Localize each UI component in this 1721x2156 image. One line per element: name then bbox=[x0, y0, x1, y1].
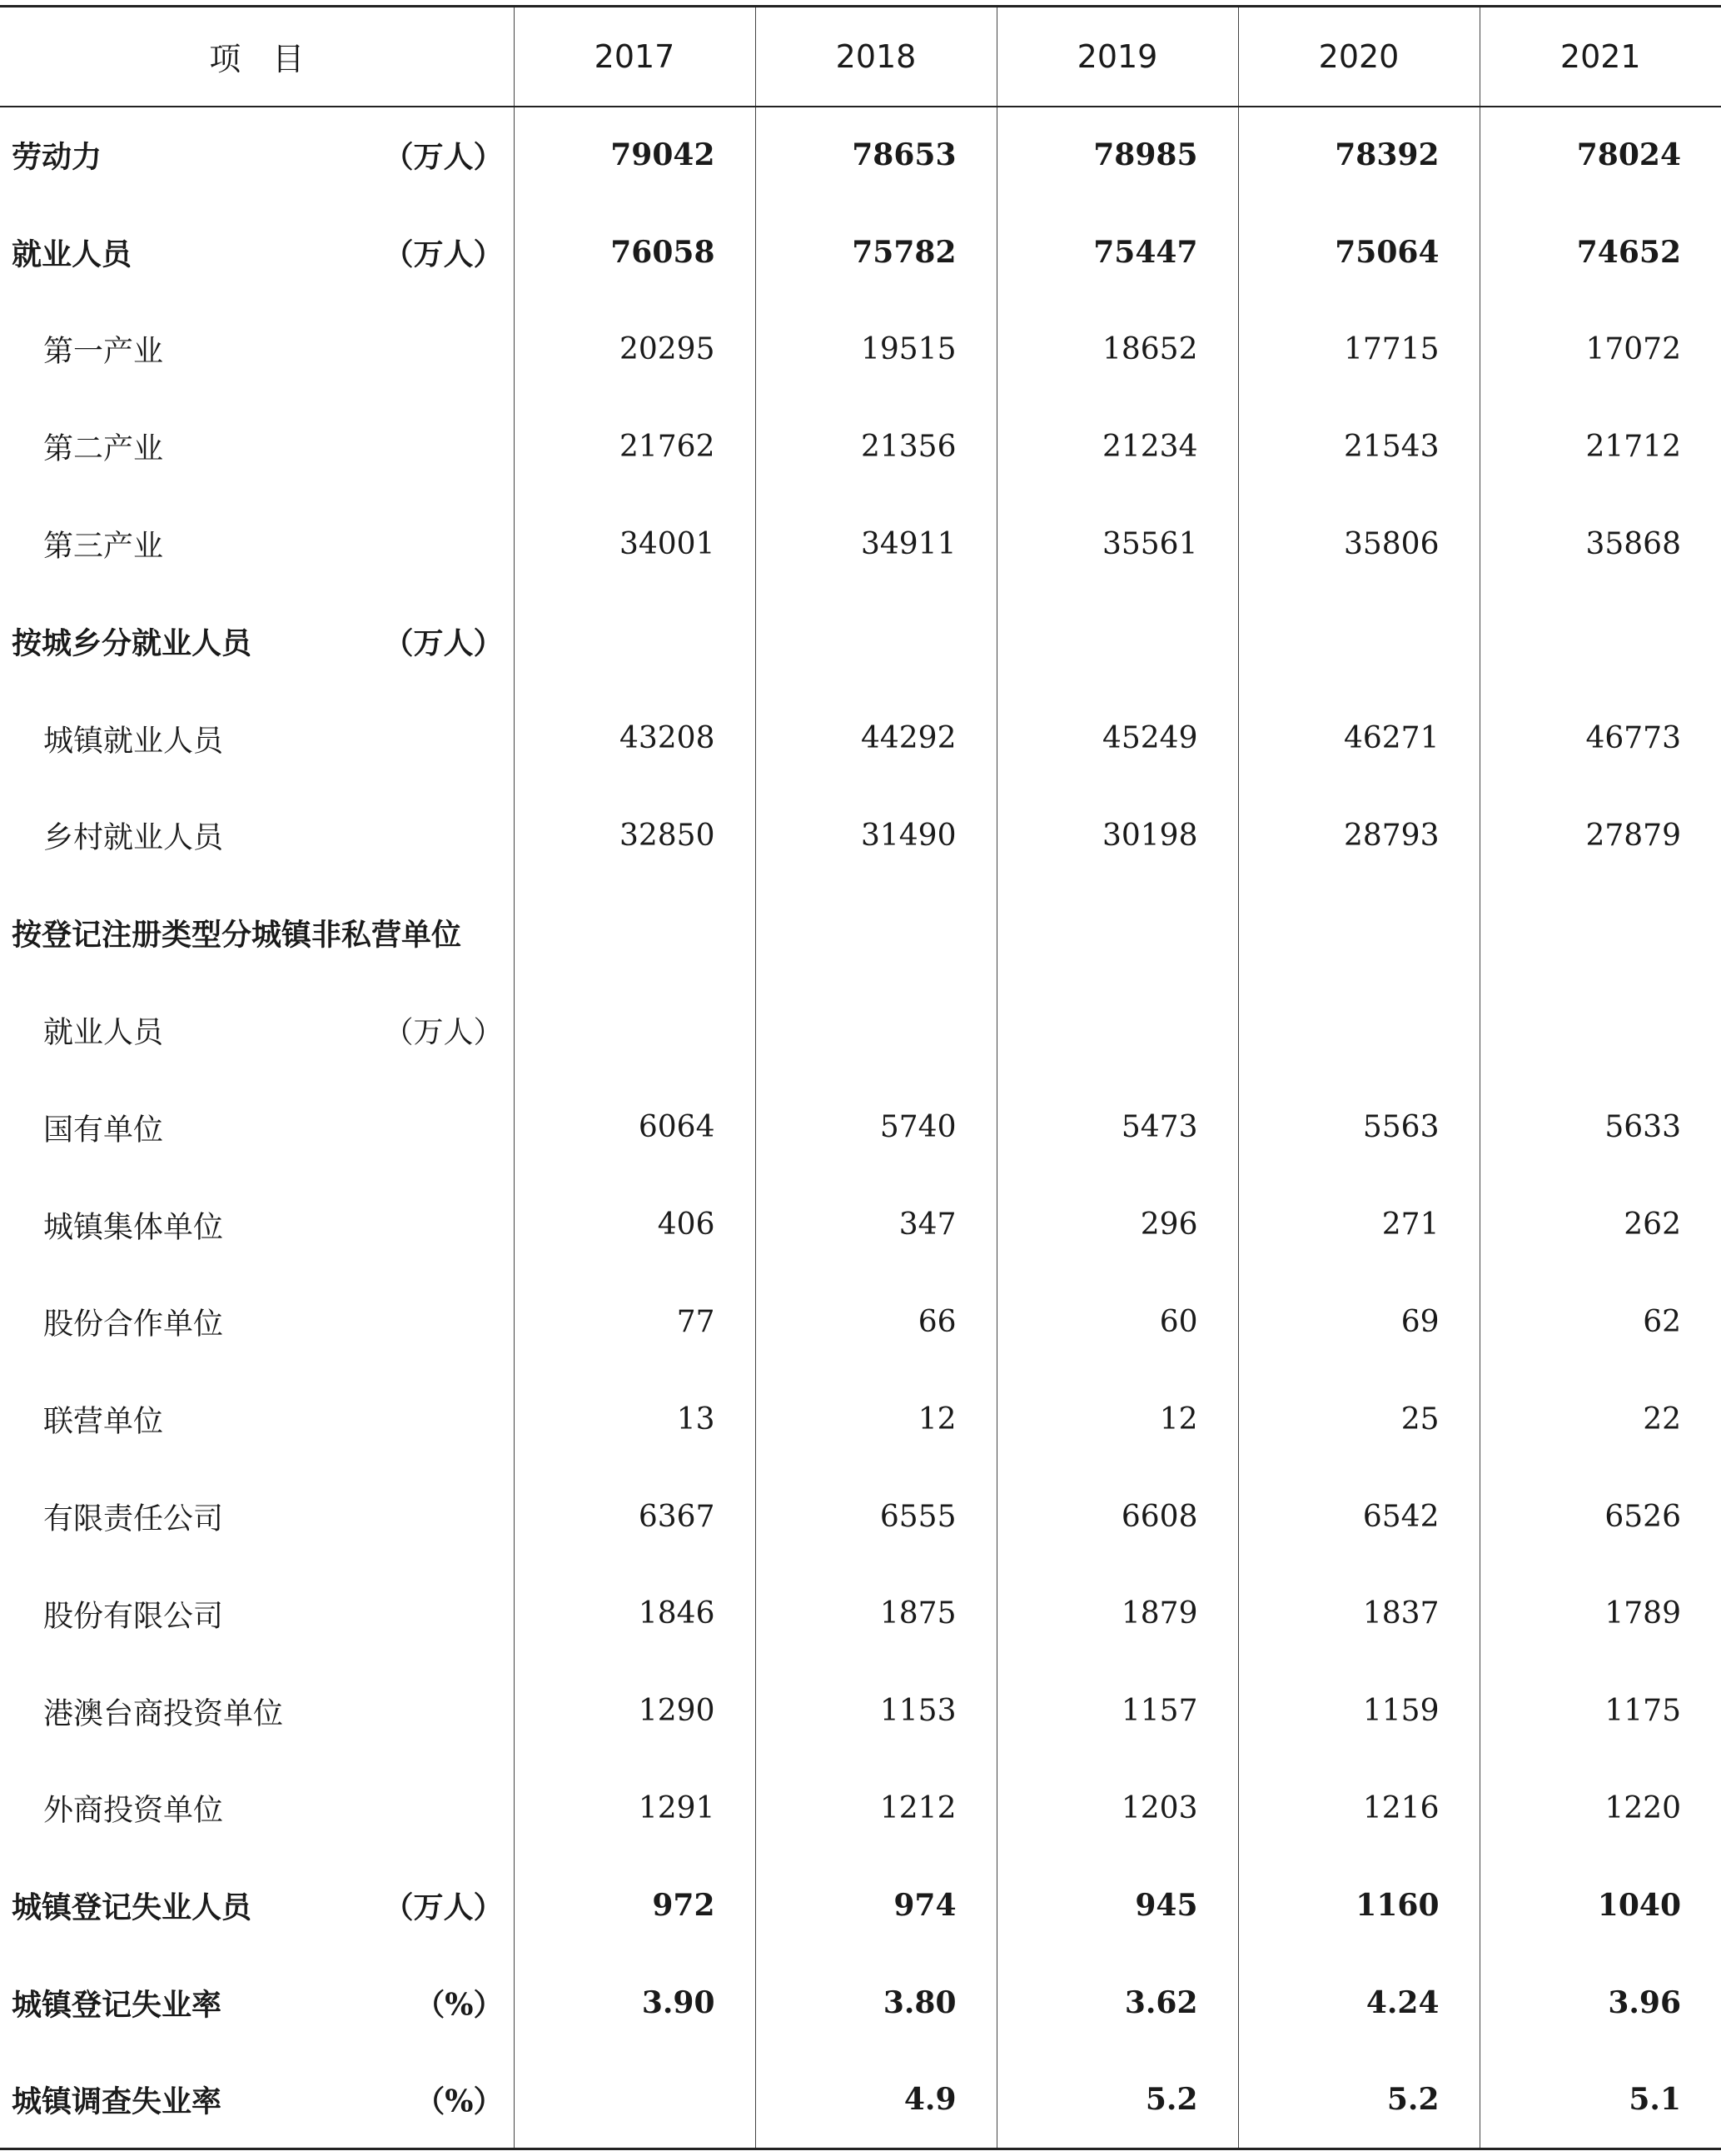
value-cell-2019 bbox=[997, 982, 1238, 1079]
value-cell-2021: 62 bbox=[1480, 1273, 1721, 1371]
value-cell-2018 bbox=[755, 592, 997, 690]
value-cell-2021: 17072 bbox=[1480, 301, 1721, 398]
table-row bbox=[0, 107, 1721, 204]
value-cell-2021: 5.1 bbox=[1480, 2051, 1721, 2149]
row-label: 港澳台商投资单位 bbox=[43, 1696, 284, 1731]
table-row bbox=[0, 1078, 1721, 1176]
value-cell-2021: 74652 bbox=[1480, 203, 1721, 301]
value-cell-2018: 974 bbox=[755, 1857, 997, 1954]
header-row bbox=[0, 7, 1721, 107]
header-year-2017: 2017 bbox=[514, 7, 755, 107]
value-cell-2018: 75782 bbox=[755, 203, 997, 301]
header-year-2018: 2018 bbox=[755, 7, 997, 107]
value-cell-2021: 1040 bbox=[1480, 1857, 1721, 1954]
header-year-2019: 2019 bbox=[997, 7, 1238, 107]
row-unit: （%） bbox=[415, 1987, 504, 2023]
value-cell-2019: 1157 bbox=[997, 1662, 1238, 1760]
value-cell-2018: 21356 bbox=[755, 398, 997, 495]
value-cell-2021: 3.96 bbox=[1480, 1954, 1721, 2052]
value-cell-2021: 21712 bbox=[1480, 398, 1721, 495]
value-cell-2021: 1789 bbox=[1480, 1565, 1721, 1662]
row-label: 劳动力 bbox=[12, 139, 102, 175]
value-cell-2020: 46271 bbox=[1238, 690, 1480, 787]
value-cell-2020: 78392 bbox=[1238, 107, 1480, 204]
value-cell-2019: 5473 bbox=[997, 1078, 1238, 1176]
row-label: 城镇登记失业人员 bbox=[12, 1890, 252, 1925]
value-cell-2021: 6526 bbox=[1480, 1468, 1721, 1566]
row-label: 城镇登记失业率 bbox=[12, 1987, 222, 2023]
value-cell-2017: 1290 bbox=[514, 1662, 755, 1760]
row-item-cell bbox=[0, 982, 514, 1079]
value-cell-2018: 3.80 bbox=[755, 1954, 997, 2052]
row-item-cell bbox=[0, 1371, 514, 1468]
table-body bbox=[0, 107, 1721, 2149]
row-unit: （%） bbox=[415, 2084, 504, 2119]
value-cell-2020: 5.2 bbox=[1238, 2051, 1480, 2149]
value-cell-2017 bbox=[514, 2051, 755, 2149]
value-cell-2020: 271 bbox=[1238, 1176, 1480, 1273]
row-unit: （万人） bbox=[383, 1890, 504, 1925]
value-cell-2019: 3.62 bbox=[997, 1954, 1238, 2052]
value-cell-2019: 6608 bbox=[997, 1468, 1238, 1566]
row-label: 按城乡分就业人员 bbox=[12, 625, 252, 661]
value-cell-2017: 13 bbox=[514, 1371, 755, 1468]
table-row bbox=[0, 495, 1721, 593]
value-cell-2021: 262 bbox=[1480, 1176, 1721, 1273]
value-cell-2020: 1216 bbox=[1238, 1760, 1480, 1857]
value-cell-2017: 34001 bbox=[514, 495, 755, 593]
value-cell-2018: 44292 bbox=[755, 690, 997, 787]
value-cell-2018: 4.9 bbox=[755, 2051, 997, 2149]
value-cell-2020: 17715 bbox=[1238, 301, 1480, 398]
row-item-cell bbox=[0, 1954, 514, 2052]
row-unit: （万人） bbox=[383, 237, 504, 272]
row-label: 国有单位 bbox=[43, 1113, 164, 1148]
table-row bbox=[0, 203, 1721, 301]
row-item-cell bbox=[0, 1662, 514, 1760]
value-cell-2021: 35868 bbox=[1480, 495, 1721, 593]
value-cell-2020: 35806 bbox=[1238, 495, 1480, 593]
row-item-cell bbox=[0, 1565, 514, 1662]
value-cell-2021 bbox=[1480, 884, 1721, 982]
value-cell-2017: 406 bbox=[514, 1176, 755, 1273]
value-cell-2018: 12 bbox=[755, 1371, 997, 1468]
row-item-cell bbox=[0, 690, 514, 787]
table-row bbox=[0, 1662, 1721, 1760]
row-item-cell bbox=[0, 787, 514, 884]
value-cell-2021 bbox=[1480, 592, 1721, 690]
value-cell-2018: 34911 bbox=[755, 495, 997, 593]
row-item-cell bbox=[0, 495, 514, 593]
table-row bbox=[0, 1273, 1721, 1371]
value-cell-2018: 6555 bbox=[755, 1468, 997, 1566]
value-cell-2017 bbox=[514, 884, 755, 982]
table-row bbox=[0, 1954, 1721, 2052]
value-cell-2017: 20295 bbox=[514, 301, 755, 398]
value-cell-2017: 32850 bbox=[514, 787, 755, 884]
table-row bbox=[0, 1176, 1721, 1273]
row-item-cell bbox=[0, 1468, 514, 1566]
value-cell-2018 bbox=[755, 884, 997, 982]
value-cell-2021 bbox=[1480, 982, 1721, 1079]
value-cell-2017: 79042 bbox=[514, 107, 755, 204]
value-cell-2018: 31490 bbox=[755, 787, 997, 884]
header-year-2021: 2021 bbox=[1480, 7, 1721, 107]
value-cell-2020: 69 bbox=[1238, 1273, 1480, 1371]
table-row bbox=[0, 1468, 1721, 1566]
row-label: 第二产业 bbox=[43, 431, 164, 466]
row-label: 乡村就业人员 bbox=[43, 820, 224, 855]
row-label: 联营单位 bbox=[43, 1404, 164, 1439]
row-item-cell bbox=[0, 592, 514, 690]
value-cell-2019: 12 bbox=[997, 1371, 1238, 1468]
value-cell-2020: 1837 bbox=[1238, 1565, 1480, 1662]
table-row bbox=[0, 592, 1721, 690]
value-cell-2020: 75064 bbox=[1238, 203, 1480, 301]
table-row bbox=[0, 1565, 1721, 1662]
row-item-cell bbox=[0, 1078, 514, 1176]
value-cell-2019 bbox=[997, 884, 1238, 982]
value-cell-2018 bbox=[755, 982, 997, 1079]
value-cell-2019: 1203 bbox=[997, 1760, 1238, 1857]
value-cell-2020 bbox=[1238, 982, 1480, 1079]
value-cell-2018: 347 bbox=[755, 1176, 997, 1273]
value-cell-2020: 1159 bbox=[1238, 1662, 1480, 1760]
table-row bbox=[0, 787, 1721, 884]
row-item-cell bbox=[0, 203, 514, 301]
value-cell-2018: 1153 bbox=[755, 1662, 997, 1760]
header-item: 项 目 bbox=[0, 7, 514, 107]
value-cell-2019: 60 bbox=[997, 1273, 1238, 1371]
value-cell-2021: 27879 bbox=[1480, 787, 1721, 884]
value-cell-2019: 75447 bbox=[997, 203, 1238, 301]
value-cell-2021: 22 bbox=[1480, 1371, 1721, 1468]
value-cell-2020: 1160 bbox=[1238, 1857, 1480, 1954]
row-unit: （万人） bbox=[383, 139, 504, 175]
table-row bbox=[0, 2051, 1721, 2149]
row-label: 城镇集体单位 bbox=[43, 1210, 224, 1245]
value-cell-2017: 76058 bbox=[514, 203, 755, 301]
row-label: 股份有限公司 bbox=[43, 1599, 224, 1634]
table-row bbox=[0, 884, 1721, 982]
row-unit: （万人） bbox=[383, 1015, 504, 1050]
value-cell-2018: 5740 bbox=[755, 1078, 997, 1176]
value-cell-2017: 43208 bbox=[514, 690, 755, 787]
value-cell-2020: 6542 bbox=[1238, 1468, 1480, 1566]
value-cell-2018: 1212 bbox=[755, 1760, 997, 1857]
value-cell-2020: 28793 bbox=[1238, 787, 1480, 884]
table-row bbox=[0, 1760, 1721, 1857]
row-label: 就业人员 bbox=[43, 1015, 164, 1050]
table-row bbox=[0, 690, 1721, 787]
row-label: 有限责任公司 bbox=[43, 1501, 224, 1536]
value-cell-2018: 19515 bbox=[755, 301, 997, 398]
value-cell-2017: 6064 bbox=[514, 1078, 755, 1176]
value-cell-2017: 6367 bbox=[514, 1468, 755, 1566]
value-cell-2021: 1175 bbox=[1480, 1662, 1721, 1760]
row-item-cell bbox=[0, 301, 514, 398]
row-item-cell bbox=[0, 398, 514, 495]
value-cell-2019: 30198 bbox=[997, 787, 1238, 884]
value-cell-2017: 3.90 bbox=[514, 1954, 755, 2052]
row-label: 外商投资单位 bbox=[43, 1793, 224, 1828]
employment-statistics-table bbox=[0, 5, 1721, 2150]
row-label: 股份合作单位 bbox=[43, 1307, 224, 1342]
table-row bbox=[0, 1857, 1721, 1954]
header-year-2020: 2020 bbox=[1238, 7, 1480, 107]
row-item-cell bbox=[0, 1760, 514, 1857]
value-cell-2019: 1879 bbox=[997, 1565, 1238, 1662]
value-cell-2017 bbox=[514, 592, 755, 690]
value-cell-2020 bbox=[1238, 592, 1480, 690]
value-cell-2020: 5563 bbox=[1238, 1078, 1480, 1176]
value-cell-2018: 1875 bbox=[755, 1565, 997, 1662]
row-label: 城镇就业人员 bbox=[43, 724, 224, 759]
row-label: 第一产业 bbox=[43, 334, 164, 369]
value-cell-2019: 35561 bbox=[997, 495, 1238, 593]
value-cell-2017: 1291 bbox=[514, 1760, 755, 1857]
value-cell-2018: 78653 bbox=[755, 107, 997, 204]
value-cell-2020: 4.24 bbox=[1238, 1954, 1480, 2052]
row-unit: （万人） bbox=[383, 625, 504, 661]
row-item-cell bbox=[0, 1273, 514, 1371]
row-item-cell bbox=[0, 107, 514, 204]
value-cell-2019: 945 bbox=[997, 1857, 1238, 1954]
row-item-cell bbox=[0, 1176, 514, 1273]
value-cell-2017: 972 bbox=[514, 1857, 755, 1954]
value-cell-2019: 296 bbox=[997, 1176, 1238, 1273]
row-label: 就业人员 bbox=[12, 237, 132, 272]
value-cell-2017: 77 bbox=[514, 1273, 755, 1371]
value-cell-2019: 18652 bbox=[997, 301, 1238, 398]
row-label: 按登记注册类型分城镇非私营单位 bbox=[12, 917, 462, 953]
value-cell-2019: 5.2 bbox=[997, 2051, 1238, 2149]
value-cell-2020: 21543 bbox=[1238, 398, 1480, 495]
table-row bbox=[0, 1371, 1721, 1468]
value-cell-2017: 1846 bbox=[514, 1565, 755, 1662]
value-cell-2018: 66 bbox=[755, 1273, 997, 1371]
value-cell-2017: 21762 bbox=[514, 398, 755, 495]
table-row bbox=[0, 398, 1721, 495]
value-cell-2019: 21234 bbox=[997, 398, 1238, 495]
value-cell-2021: 1220 bbox=[1480, 1760, 1721, 1857]
value-cell-2017 bbox=[514, 982, 755, 1079]
row-item-cell bbox=[0, 1857, 514, 1954]
value-cell-2019: 78985 bbox=[997, 107, 1238, 204]
table-row bbox=[0, 982, 1721, 1079]
row-label: 第三产业 bbox=[43, 529, 164, 564]
value-cell-2021: 78024 bbox=[1480, 107, 1721, 204]
value-cell-2021: 5633 bbox=[1480, 1078, 1721, 1176]
value-cell-2020 bbox=[1238, 884, 1480, 982]
row-item-cell bbox=[0, 2051, 514, 2149]
value-cell-2020: 25 bbox=[1238, 1371, 1480, 1468]
table-row bbox=[0, 301, 1721, 398]
value-cell-2019 bbox=[997, 592, 1238, 690]
row-label: 城镇调查失业率 bbox=[12, 2084, 222, 2119]
row-item-cell bbox=[0, 884, 514, 982]
value-cell-2021: 46773 bbox=[1480, 690, 1721, 787]
value-cell-2019: 45249 bbox=[997, 690, 1238, 787]
